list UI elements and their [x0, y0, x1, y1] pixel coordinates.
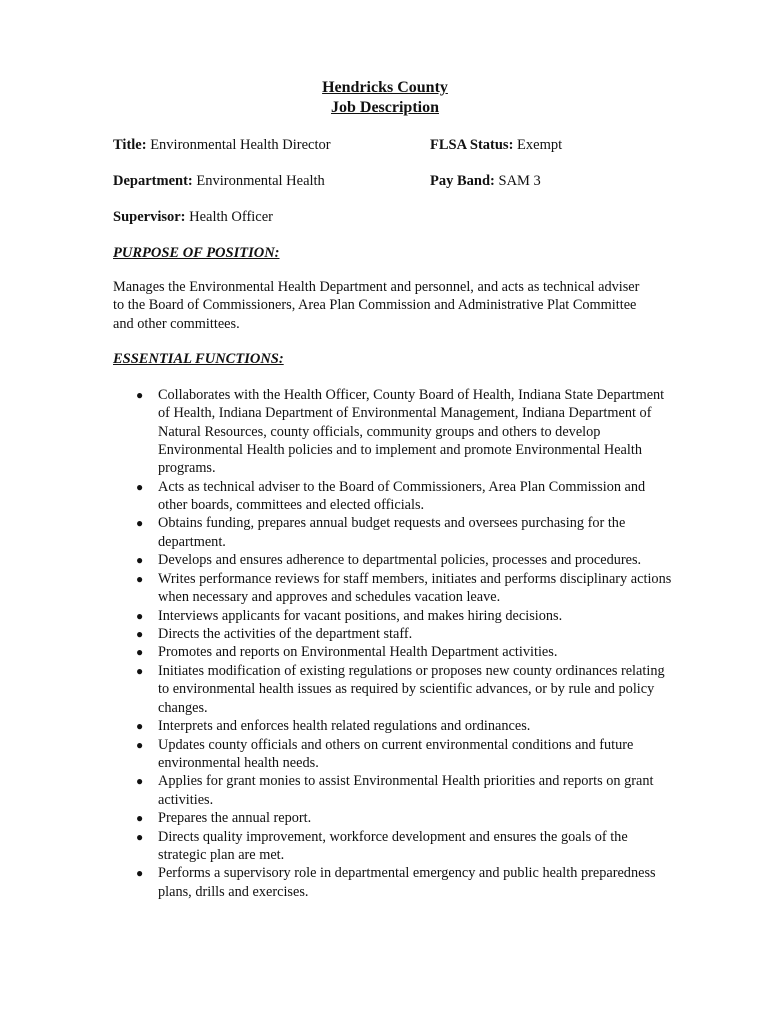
bullet-icon: ● — [136, 571, 144, 586]
bullet-icon: ● — [136, 516, 144, 531]
bullet-icon: ● — [136, 553, 144, 568]
list-item — [113, 478, 673, 515]
essential-functions-list — [113, 386, 673, 901]
bullet-icon: ● — [136, 626, 144, 641]
list-item-text: Prepares the annual report. — [158, 810, 312, 827]
purpose-heading: PURPOSE OF POSITION: — [113, 245, 280, 261]
list-item-text: Promotes and reports on Environmental Health Department activities. — [158, 644, 558, 661]
document-title: Job Description — [331, 99, 439, 116]
list-item-text: Updates county officials and others on current environmental conditions and future environmental health needs. — [158, 736, 634, 771]
functions-heading: ESSENTIAL FUNCTIONS: — [113, 351, 284, 367]
list-item — [113, 514, 673, 551]
list-item-text: Develops and ensures adherence to departmental policies, processes and procedures. — [158, 552, 642, 569]
list-item-text: Applies for grant monies to assist Environmental Health priorities and reports on grant activities. — [158, 773, 654, 808]
title-label: Title: — [113, 137, 147, 153]
bullet-icon: ● — [136, 479, 144, 494]
list-item-text: Directs the activities of the department staff. — [158, 625, 413, 642]
department-label: Department: — [113, 173, 193, 189]
list-item — [113, 551, 673, 569]
supervisor-field — [113, 208, 273, 226]
county-name: Hendricks County — [322, 79, 448, 96]
list-item-text: Performs a supervisory role in departmental emergency and public health preparedness plans, drills and exercises. — [158, 865, 656, 900]
list-item — [113, 717, 673, 735]
list-item — [113, 864, 673, 901]
flsa-value: Exempt — [517, 137, 563, 153]
list-item — [113, 386, 673, 477]
department-field — [113, 172, 325, 190]
title-value: Environmental Health Director — [150, 137, 331, 153]
list-item — [113, 828, 673, 865]
bullet-icon: ● — [136, 774, 144, 789]
supervisor-label: Supervisor: — [113, 209, 186, 225]
bullet-icon: ● — [136, 608, 144, 623]
bullet-icon: ● — [136, 811, 144, 826]
payband-field — [430, 172, 541, 190]
flsa-field — [430, 136, 562, 154]
list-item-text: Initiates modification of existing regulations or proposes new county ordinances relating to environmental health issues as required by scientific advances, or by rule and policy changes. — [158, 662, 665, 716]
list-item-text: Interprets and enforces health related regulations and ordinances. — [158, 718, 531, 735]
flsa-label: FLSA Status: — [430, 137, 514, 153]
purpose-text: Manages the Environmental Health Department and personnel, and acts as technical adviser to the Board of Commissioners, Area Plan Commission and Administrative Plat Committee and other committees. — [113, 279, 640, 332]
list-item-text: Interviews applicants for vacant positions, and makes hiring decisions. — [158, 607, 563, 624]
bullet-icon: ● — [136, 645, 144, 660]
list-item-text: Acts as technical adviser to the Board of Commissioners, Area Plan Commission and other boards, committees and elected officials. — [158, 478, 646, 513]
bullet-icon: ● — [136, 663, 144, 678]
payband-value: SAM 3 — [498, 173, 541, 189]
list-item — [113, 607, 673, 625]
bullet-icon: ● — [136, 829, 144, 844]
supervisor-value: Health Officer — [189, 209, 273, 225]
title-field — [113, 136, 331, 154]
bullet-icon: ● — [136, 737, 144, 752]
list-item-text: Writes performance reviews for staff members, initiates and performs disciplinary actions when necessary and approves and schedules vacation leave. — [158, 570, 672, 606]
list-item — [113, 643, 673, 661]
bullet-icon: ● — [136, 866, 144, 881]
bullet-icon: ● — [136, 719, 144, 734]
bullet-icon: ● — [136, 388, 144, 402]
list-item — [113, 662, 673, 717]
payband-label: Pay Band: — [430, 173, 495, 189]
list-item — [113, 736, 673, 773]
department-value: Environmental Health — [196, 173, 325, 189]
list-item-text: Collaborates with the Health Officer, County Board of Health, Indiana State Department of Health, Indiana Department of Environmental Management, Indiana Department of Natural Resources, county officials, community groups and others to develop Environmental Health policies and to implement and promote Environmental Health programs. — [158, 387, 665, 477]
list-item — [113, 570, 673, 607]
list-item-text: Obtains funding, prepares annual budget requests and oversees purchasing for the department. — [158, 515, 626, 550]
list-item — [113, 625, 673, 643]
document-header — [0, 78, 770, 118]
list-item — [113, 809, 673, 827]
list-item-text: Directs quality improvement, workforce development and ensures the goals of the strategic plan are met. — [158, 828, 628, 863]
list-item — [113, 772, 673, 809]
